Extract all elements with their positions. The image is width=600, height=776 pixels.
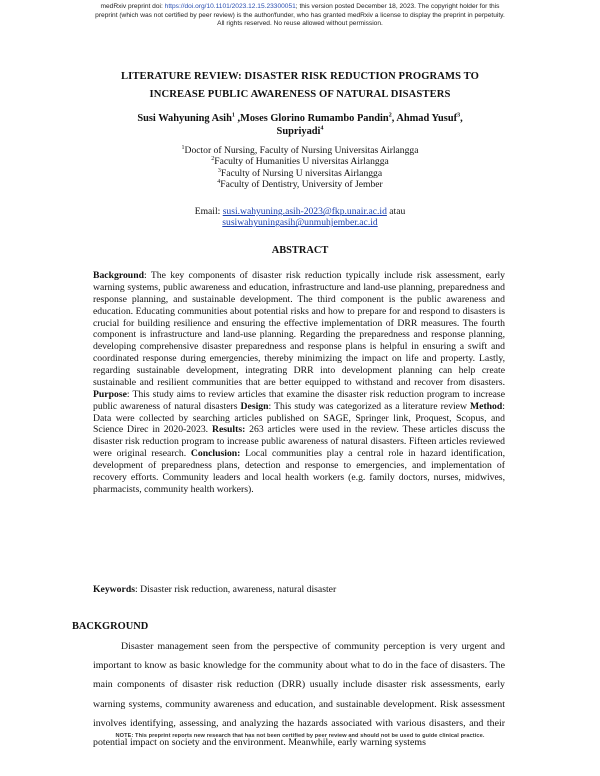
- contact-email: Email: susi.wahyuning.asih-2023@fkp.unair.ac.id atau susiwahyuningasih@unmuhjember.ac.id: [194, 206, 406, 229]
- author-list: Susi Wahyuning Asih$^1$ ,Moses Glorino Rumambo Pandin$^2$, Ahmad Yusuf$^3$, Supriyadi$^4$: [137, 112, 463, 137]
- design-label: Design: [240, 400, 269, 412]
- preprint-notice: [40, 3, 560, 29]
- abstract-body: Background: The key components of disaster risk reduction typically include risk assessment, early warning systems, public awareness and education, infrastructure and land-use planning, preparedness and response planning, and sustainable development. The third component is the public awareness and education. Educating communities about potential risks and how to prepare for and respond to disasters is crucial for building resilience and ensuring the effective implementation of DRR measures. The fourth component is infrastructure and land-use planning. Regarding the preparedness and response planning, developing comprehensive disaster preparedness and response plans is helpful in ensuring a swift and coordinated response during emergencies, thereby minimizing the impact on life and property. Lastly, regarding sustainable development, integrating DRR into development planning can help create sustainable and resilient communities that are better equipped to withstand and recover from disasters. Purpose: This study aims to review articles that examine the disaster risk reduction program to increase public awareness of natural disasters Design: This study was categorized as a literature review Method: Data were collected by searching articles published on SAGE, Springer link, Proquest, Scopus, and Science Direc in 2020-2023. Results: 263 articles were used in the review. These articles discuss the disaster risk reduction program to increase public awareness of natural disasters. Fifteen articles reviewed were original research. Conclusion: Local communities play a central role in hazard identification, development of preparedness plans, detection and response to emergencies, and implementation of recovery efforts. Community leaders and local health workers (e.g. family doctors, nurses, midwives, pharmacists, community health workers).: [93, 270, 505, 495]
- conclusion-label: Conclusion:: [190, 448, 241, 460]
- background-paragraph: Disaster management seen from the perspective of community perception is very urgent and important to know as basic knowledge for the community about what to do in the face of disasters. The main components of disaster risk reduction (DRR) usually include disaster risk assessments, early warning systems, community awareness and education, and sustainable development. Risk assessment involves identifying, assessing, and analyzing the hazards associated with various disasters, and their potential impact on society and the environment. Meanwhile, early warning systems: [93, 641, 505, 749]
- background-label: Background: [93, 270, 144, 281]
- abstract-heading: ABSTRACT: [271, 245, 329, 256]
- author-2: ,Moses Glorino Rumambo Pandin: [234, 113, 389, 124]
- preprint-notice-line1: medRxiv preprint doi: https://doi.org/10.1101/2023.12.15.23300051; this version posted December 18, 2023. The copyright holder for this: [100, 3, 500, 10]
- affiliation-2: $^2$Faculty of Humanities U niversitas Airlangga: [211, 156, 389, 168]
- method-label: Method: [470, 400, 503, 412]
- author-1: Susi Wahyuning Asih: [137, 113, 232, 124]
- purpose-label: Purpose: [93, 388, 127, 400]
- author-3: , Ahmad Yusuf: [391, 113, 458, 124]
- background-heading: BACKGROUND: [72, 621, 149, 632]
- keywords: Keywords: Disaster risk reduction, awareness, natural disaster: [93, 584, 337, 595]
- preprint-notice-line3: All rights reserved. No reuse allowed without permission.: [217, 20, 383, 28]
- affiliation-3: $^3$Faculty of Nursing U niversitas Airlangga: [217, 167, 383, 179]
- results-label: Results:: [211, 424, 246, 436]
- preprint-footer-note: NOTE: This preprint reports new research that has not been certified by peer review and should not be used to guide clinical practice.: [115, 733, 485, 739]
- email-link-2[interactable]: susiwahyuningasih@unmuhjember.ac.id: [222, 217, 378, 229]
- email-link-1[interactable]: susi.wahyuning.asih-2023@fkp.unair.ac.id: [222, 206, 387, 217]
- affiliation-1: $^1$Doctor of Nursing, Faculty of Nursing Universitas Airlangga: [181, 144, 419, 156]
- author-4: Supriyadi: [276, 126, 321, 137]
- paper-title-line2: INCREASE PUBLIC AWARENESS OF NATURAL DISASTERS: [149, 89, 451, 100]
- paper-title-line1: LITERATURE REVIEW: DISASTER RISK REDUCTION PROGRAMS TO: [120, 71, 479, 82]
- doi-link[interactable]: https://doi.org/10.1101/2023.12.15.23300051: [164, 3, 296, 10]
- keywords-label: Keywords: [93, 584, 135, 595]
- affiliation-list: [120, 145, 480, 190]
- paper-title: [80, 68, 520, 104]
- preprint-notice-line2: preprint (which was not certified by peer review) is the author/funder, who has granted medRxiv a license to display the preprint in perpetuity.: [95, 11, 505, 19]
- affiliation-4: $^4$Faculty of Dentistry, University of Jember: [217, 178, 383, 190]
